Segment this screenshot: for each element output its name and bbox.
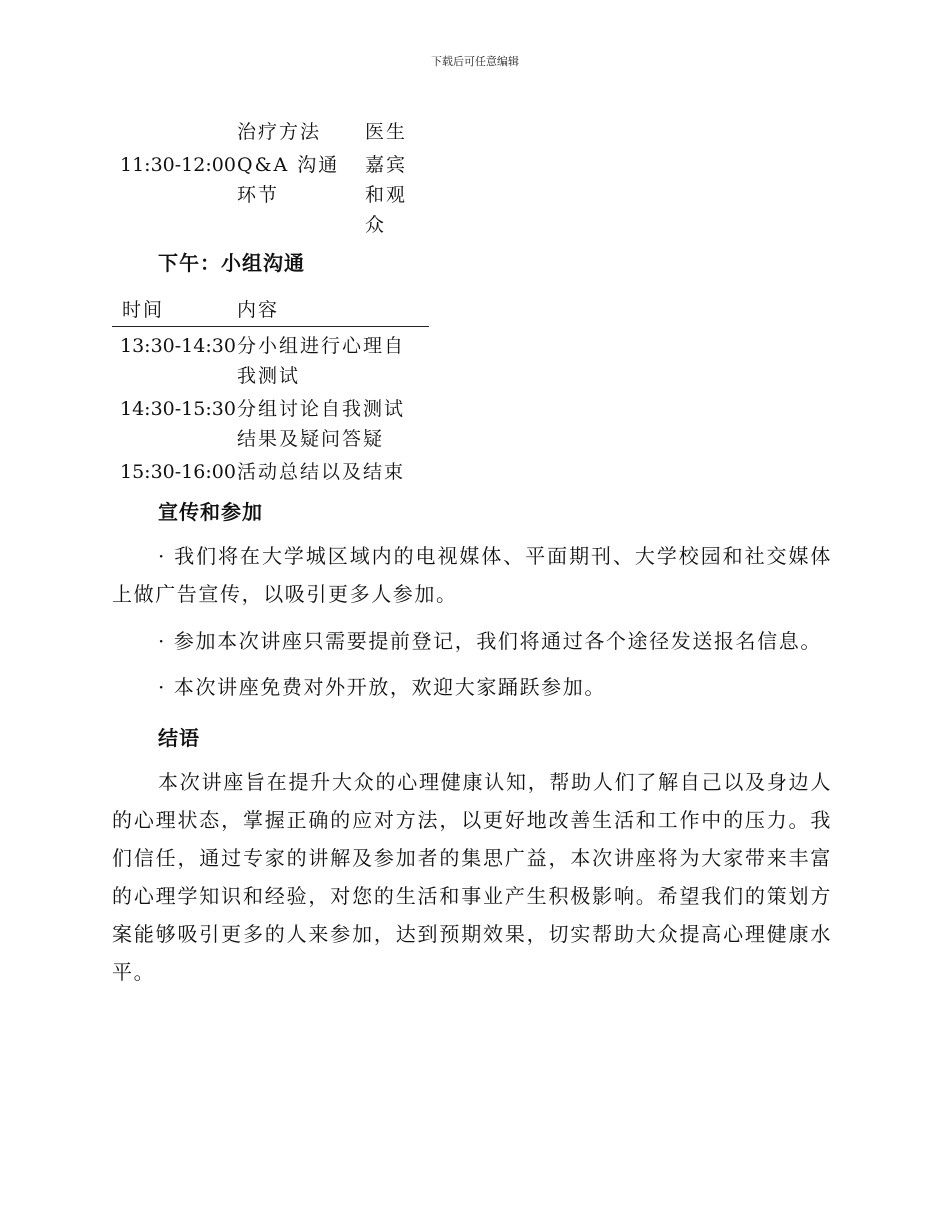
afternoon-heading: 下午：小组沟通 [158,251,305,275]
row-content: 活动总结以及结束 [237,461,406,483]
row-time: 14:30-15:30 [120,398,236,420]
row-speaker: 医生 [365,121,408,143]
row-content: 分组讨论自我测试结果及疑问答疑 [237,398,406,450]
row-content: 分小组进行心理自我测试 [237,335,406,387]
promotion-heading: 宣传和参加 [158,500,263,524]
row-speaker: 嘉宾和观众 [365,154,408,236]
column-header-time: 时间 [122,299,165,321]
table-row [112,394,429,454]
promotion-bullet: · 我们将在大学城区域内的电视媒体、平面期刊、大学校园和社交媒体上做广告宣传，以吸引更多人参加。 [112,544,832,606]
row-content: 治疗方法 [237,121,322,143]
row-time: 13:30-14:30 [120,335,236,357]
conclusion-heading: 结语 [158,726,200,750]
promotion-bullet: · 本次讲座免费对外开放，欢迎大家踊跃参加。 [158,675,606,699]
conclusion-paragraph: 本次讲座旨在提升大众的心理健康认知，帮助人们了解自己以及身边人的心理状态，掌握正确的应对方法，以更好地改善生活和工作中的压力。我们信任，通过专家的讲解及参加者的集思广益，本次讲座将为大家带来丰富的心理学知识和经验，对您的生活和事业产生积极影响。希望我们的策划方案能够吸引更多的人来参加，达到预期效果，切实帮助大众提高心理健康水平。 [112,770,832,984]
row-time: 15:30-16:00 [120,461,236,483]
page-header: 下载后可任意编辑 [431,55,519,68]
table-row [112,457,429,487]
column-header-content: 内容 [237,299,280,321]
row-content: Q&A 沟通环节 [237,154,340,206]
table-row [112,331,429,391]
row-time: 11:30-12:00 [120,154,236,176]
table-header [112,295,429,327]
afternoon-schedule-table [112,295,429,487]
promotion-bullet: · 参加本次讲座只需要提前登记，我们将通过各个途径发送报名信息。 [158,629,822,653]
